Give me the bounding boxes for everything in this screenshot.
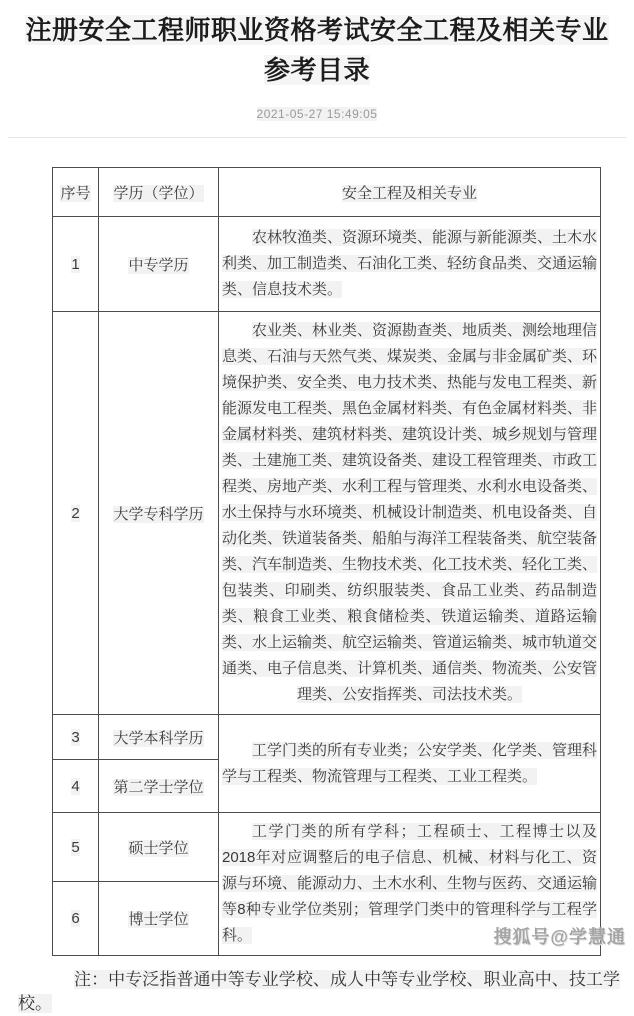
cell-degree-3: 大学本科学历	[99, 715, 219, 760]
cell-no-6: 6	[53, 882, 99, 956]
publish-timestamp: 2021-05-27 15:49:05	[256, 107, 378, 121]
cell-degree-4: 第二学士学位	[99, 760, 219, 813]
table-row	[53, 813, 601, 882]
table-row	[53, 715, 601, 760]
divider-line	[8, 137, 626, 138]
table-header-row	[53, 168, 601, 217]
cell-degree-5: 硕士学位	[99, 813, 219, 882]
cell-no-3: 3	[53, 715, 99, 760]
table-container	[52, 167, 634, 956]
cell-majors-5-6: 工学门类的所有学科；工程硕士、工程博士以及2018年对应调整后的电子信息、机械、材料与化工、资源与环境、能源动力、土木水利、生物与医药、交通运输等8种专业学位类别；管理学门类中的管理科学与工程学科。	[219, 813, 601, 956]
footnote: 注：中专泛指普通中等专业学校、成人中等专业学校、职业高中、技工学校。	[18, 970, 620, 1013]
cell-majors-2: 农业类、林业类、资源勘查类、地质类、测绘地理信息类、石油与天然气类、煤炭类、金属与非金属矿类、环境保护类、安全类、电力技术类、热能与发电工程类、新能源发电工程类、黑色金属材料类、有色金属材料类、非金属材料类、建筑材料类、建筑设计类、城乡规划与管理类、土建施工类、建筑设备类、建设工程管理类、市政工程类、房地产类、水利工程与管理类、水利水电设备类、水土保持与水环境类、机械设计制造类、机电设备类、自动化类、铁道装备类、船舶与海洋工程装备类、航空装备类、汽车制造类、生物技术类、化工技术类、轻化工类、包装类、印刷类、纺织服装类、食品工业类、药品制造类、粮食工业类、粮食储检类、铁道运输类、道路运输类、水上运输类、航空运输类、管道运输类、城市轨道交通类、电子信息类、计算机类、通信类、物流类、公安管理类、公安指挥类、司法技术类。	[219, 312, 601, 715]
table-row	[53, 312, 601, 715]
page-title	[0, 0, 634, 90]
watermark: 搜狐号@学慧通	[493, 927, 626, 947]
cell-no-5: 5	[53, 813, 99, 882]
cell-degree-2: 大学专科学历	[99, 312, 219, 715]
cell-no-1: 1	[53, 217, 99, 312]
cell-degree-6: 博士学位	[99, 882, 219, 956]
cell-majors-3-4: 工学门类的所有专业类；公安学类、化学类、管理科学与工程类、物流管理与工程类、工业工程类。	[219, 715, 601, 813]
cell-degree-1: 中专学历	[99, 217, 219, 312]
cell-majors-1: 农林牧渔类、资源环境类、能源与新能源类、土木水利类、加工制造类、石油化工类、轻纺食品类、交通运输类、信息技术类。	[219, 217, 601, 312]
column-header-no: 序号	[53, 168, 99, 217]
page-title-text: 注册安全工程师职业资格考试安全工程及相关专业参考目录	[25, 15, 609, 85]
column-header-majors: 安全工程及相关专业	[219, 168, 601, 217]
table-row	[53, 217, 601, 312]
cell-no-2: 2	[53, 312, 99, 715]
column-header-degree: 学历（学位）	[99, 168, 219, 217]
majors-catalog-table	[52, 167, 601, 956]
cell-no-4: 4	[53, 760, 99, 813]
